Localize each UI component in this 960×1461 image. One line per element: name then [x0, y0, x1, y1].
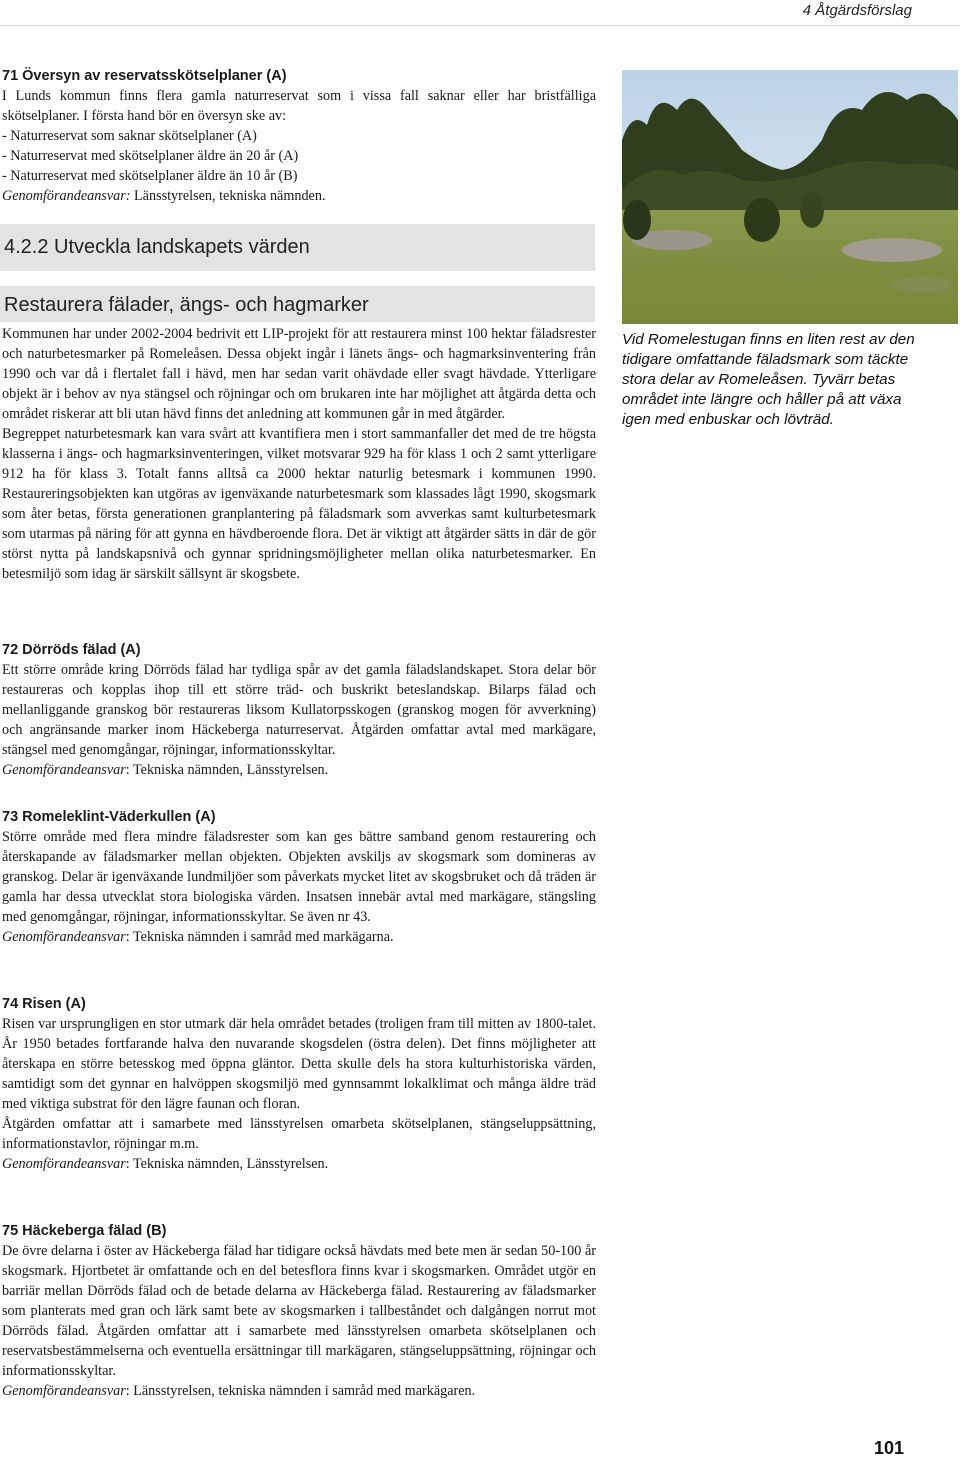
section-71 [2, 66, 596, 206]
responsibility-label: Genomförandeansvar [2, 1383, 126, 1399]
header-rule [0, 25, 960, 26]
section-73 [2, 807, 596, 947]
section-75 [2, 1221, 596, 1401]
section-73-responsibility [2, 927, 596, 947]
section-75-title: 75 Häckeberga fälad (B) [2, 1223, 167, 1239]
responsibility-label: Genomförandeansvar [2, 1156, 126, 1172]
page-number: 101 [873, 1438, 904, 1458]
section-74-title: 74 Risen (A) [2, 996, 86, 1012]
responsibility-value: : Tekniska nämnden, Länsstyrelsen. [125, 1156, 329, 1172]
responsibility-label: Genomförandeansvar [2, 762, 126, 778]
photo-caption: Vid Romelestugan finns en liten rest av den tidigare omfattande fäladsmark som täckte stora delar av Romeleåsen. Tyvärr betas området inte längre och håller på att växa igen med enbuskar och lövträd. [622, 331, 915, 428]
section-71-item: - Naturreservat med skötselplaner äldre än 20 år (A) [2, 148, 299, 164]
section-72-body: Ett större område kring Dörröds fälad har tydliga spår av det gamla fäladslandskapet. Stora delar bör restaureras och kopplas ihop till ett större träd- och buskrikt beteslandskap. Bilarps fälad och mellanliggande granskog bör restaureras liksom Kullatorpsskogen (granskog mogen för avverkning) och angränsande marker inom Häckeberga naturreservat. Åtgärden omfattar avtal med markägare, stängsel med genomgångar, röjningar, informationsskyltar. [2, 662, 596, 758]
responsibility-value: : Tekniska nämnden, Länsstyrelsen. [125, 762, 329, 778]
section-71-responsibility [2, 186, 596, 206]
section-72-title: 72 Dörröds fälad (A) [2, 642, 141, 658]
section-74 [2, 994, 596, 1174]
section-74-body-2: Åtgärden omfattar att i samarbete med länsstyrelsen omarbeta skötselplanen, stängseluppsättning, informationstavlor, röjningar m.m. [2, 1116, 596, 1152]
section-74-responsibility [2, 1154, 596, 1174]
section-74-body-1: Risen var ursprungligen en stor utmark där hela området betades (troligen fram till mitten av 1800-talet. År 1950 betades fortfarande halva den nuvarande skogsdelen (östra delen). Det finns möjligheter att återskapa en större betesskog med öppna gläntor. Detta skulle dels ha stora kulturhistoriska värden, samtidigt som det gynnar en halvöppen skogsmiljö med gynnsammt lokalklimat och många äldre träd med viktiga substrat för den lägre faunan och floran. [2, 1016, 596, 1112]
section-75-body: De övre delarna i öster av Häckeberga fälad har tidigare också hävdats med bete men är sedan 50-100 år skogsmark. Hjortbetet är omfattande och en del betesflora finns kvar i skogsmarken. Området utgör en barriär mellan Dörröds fälad och de betade delarna av Häckeberga fälad. Restaurering av fäladsmarker som planterats med gran och lärk samt bete av skogsmarken i tallbeståndet och dalgången norrut mot Dörröds fälad. Åtgärden omfattar att i samarbete med länsstyrelsen omarbeta skötselplanen och reservatsbestämmelserna och eventuella ersättningar till markägaren, stängseluppsättning, röjningar och informationsskyltar. [2, 1243, 596, 1379]
section-heading-bar: 4.2.2 Utveckla landskapets värden [0, 224, 595, 271]
responsibility-label: Genomförandeansvar: [2, 188, 131, 204]
responsibility-value: : Tekniska nämnden i samråd med markägarna. [125, 929, 394, 945]
section-71-title: 71 Översyn av reservatsskötselplaner (A) [2, 68, 287, 84]
subsection-heading-bar: Restaurera fälader, ängs- och hagmarker [0, 286, 595, 322]
restoration-paragraph-2: Begreppet naturbetesmark kan vara svårt att kvantifiera men i stort sammanfaller det med de tre högsta klasserna i ängs- och hagmarksinventeringen, vilket motsvarar 929 ha för klass 1 och 2 samt ytterligare 912 ha för klass 3. Totalt fanns alltså ca 2000 hektar naturlig betesmark i kommunen 1990. Restaureringsobjekten kan utgöras av igenväxande naturbetesmark som klassades lågt 1990, skogsmark som åter betas, första generationen granplantering på fäladsmark som avverkas samt kulturbetesmark som utarmas på näring för att gynna en hävdberoende flora. Det är viktigt att åtgärder sätts in där de gör störst nytta på landskapsnivå och gynnar spridningsmöjligheter mellan olika naturbetesmarker. En betesmiljö som idag är särskilt sällsynt är skogsbete. [2, 426, 596, 582]
responsibility-label: Genomförandeansvar [2, 929, 126, 945]
responsibility-value: : Länsstyrelsen, tekniska nämnden i samråd med markägaren. [125, 1383, 476, 1399]
section-75-responsibility [2, 1381, 596, 1401]
section-71-item: - Naturreservat som saknar skötselplaner (A) [2, 128, 257, 144]
section-71-item: - Naturreservat med skötselplaner äldre än 10 år (B) [2, 168, 298, 184]
section-72-responsibility [2, 760, 596, 780]
restoration-body [2, 324, 596, 584]
section-71-intro: I Lunds kommun finns flera gamla naturreservat som i vissa fall saknar eller har bristfälliga skötselplaner. I första hand bör en översyn ske av: [2, 88, 596, 124]
section-73-body: Större område med flera mindre fäladsrester som kan ges bättre samband genom restaurering och återskapande av fäladsmarker mellan objekten. Objekten avskiljs av skogsmark som domineras av granskog. Delar är igenväxande lundmiljöer som påverkats mycket litet av skogsbruket och då träden är gamla har dessa utvecklat stora biologiska värden. Insatsen innebär avtal med markägare, stängsling med genomgångar, röjningar, informationsskyltar. Se även nr 43. [2, 829, 596, 925]
heathland-photo [622, 70, 958, 324]
section-72 [2, 640, 596, 780]
responsibility-value: Länsstyrelsen, tekniska nämnden. [130, 188, 326, 204]
section-73-title: 73 Romeleklint-Väderkullen (A) [2, 809, 216, 825]
running-header: 4 Åtgärdsförslag [802, 2, 912, 19]
restoration-paragraph-1: Kommunen har under 2002-2004 bedrivit ett LIP-projekt för att restaurera minst 100 hektar fäladsrester och naturbetesmarker på Romeleåsen. Dessa objekt ingår i länets ängs- och hagmarksinventering från 1990 och var då i flertalet fall i hävd, men har sedan varit ohävdade eller svagt hävdade. Ytterligare objekt är i behov av nya stängsel och röjningar och om brukaren inte har möjlighet att åtgärda detta och området riskerar att bli utan hävd finns det anledning att kommunen går in med åtgärder. [2, 326, 596, 422]
